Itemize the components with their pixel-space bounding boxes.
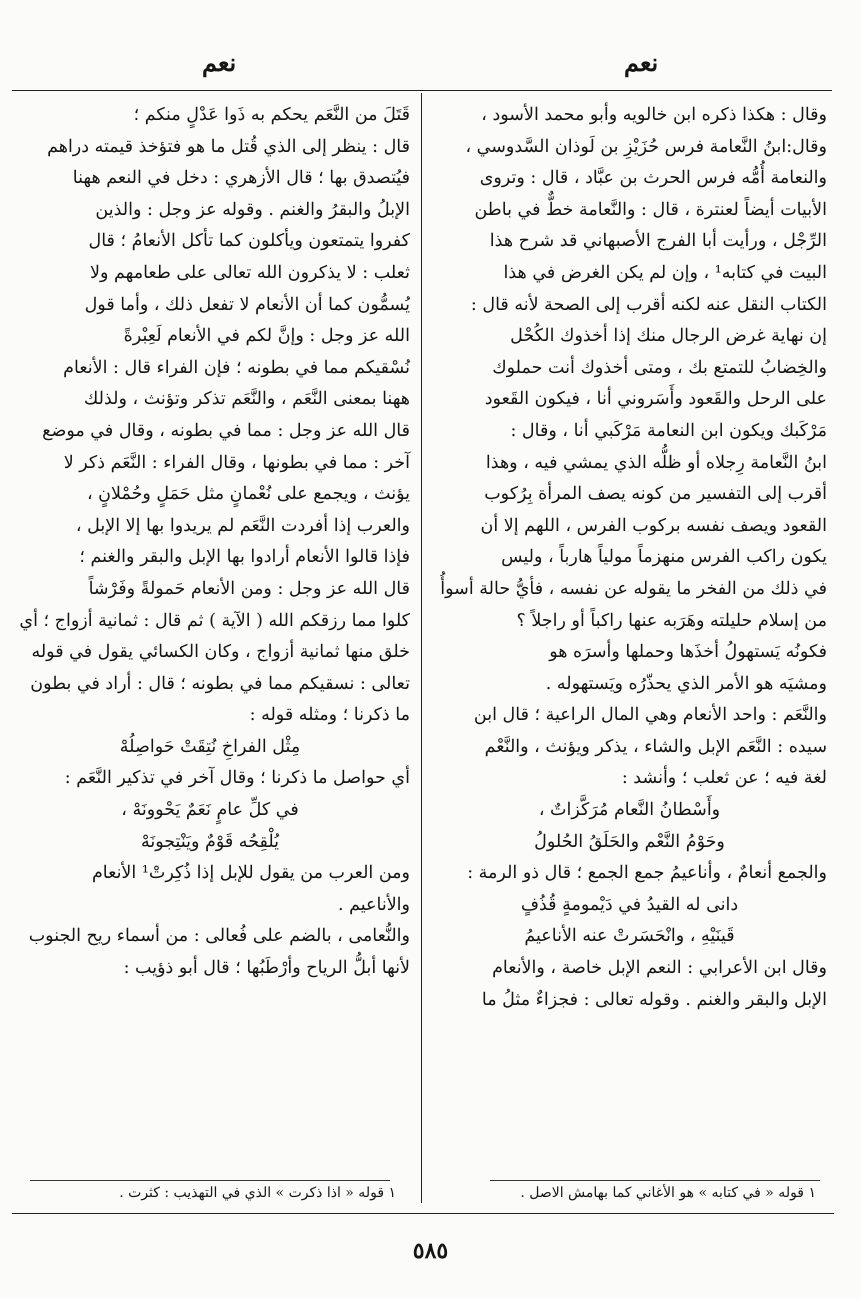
column-divider xyxy=(421,93,422,1203)
text-line: يُسمُّون كما أن الأنعام لا تفعل ذلك ، وأما قول xyxy=(84,294,410,315)
text-line: القعود ويصف نفسه بركوب الفرس ، اللهم إلا أن xyxy=(480,515,827,536)
verse-line: في كلِّ عامٍ نَعَمٌ يَحْوونَهْ ، xyxy=(121,800,299,821)
text-line: والنعامة أُمُّه فرس الحرث بن عبَّاد ، قال : وتروى xyxy=(479,168,827,189)
text-line: كفروا يتمتعون ويأكلون كما تأكل الأنعامُ ؛ قال xyxy=(88,231,410,252)
verse-line: مِثْل الفراخِ نُتِقَتْ حَواصِلُهْ xyxy=(119,736,301,757)
text-line: ما ذكرنا ؛ ومثله قوله : xyxy=(249,705,410,726)
text-line: لغة فيه ؛ عن ثعلب ؛ وأنشد : xyxy=(621,768,827,789)
text-line: ومشيَه هو الأمر الذي يحذّرُه ويَستهوله . xyxy=(545,673,827,694)
text-line: فيُتصدق بها ؛ قال الأزهري : دخل في النعم ههنا xyxy=(72,168,410,189)
verse-line: يُلْقِحُه قَوْمٌ ويَنْتِجونَهْ xyxy=(140,831,280,852)
text-line: وقال ابن الأعرابي : النعم الإبل خاصة ، والأنعام xyxy=(492,958,827,979)
text-line: قال الله عز وجل : مما في بطونه ، وقال في موضع xyxy=(42,420,410,441)
text-line: الكتاب النقل عنه لكنه أقرب إلى الصحة لأنه قال : xyxy=(470,294,827,315)
top-rule xyxy=(12,90,832,91)
footnote-left: ١ قوله « اذا ذكرت » الذي في التهذيب : كثرت . xyxy=(119,1185,396,1201)
verse-line: وحَوْمُ النَّعْم والحَلَقُ الحُلولُ xyxy=(534,831,725,852)
text-line: مَرْكَبك ويكون ابن النعامة مَرْكَبي أنا ، وقال : xyxy=(510,420,827,441)
text-line: سيده : النَّعَم الإبل والشاء ، يذكر ويؤنث ، والنَّعْم xyxy=(484,736,827,757)
text-line: ههنا بمعنى النَّعَم ، والنَّعَم تذكر وتؤنث ، ولذلك xyxy=(83,389,410,410)
text-line: الأبيات أيضاً لعنترة ، قال : والنَّعامة خطٌّ في باطن xyxy=(474,199,827,220)
verse-line: قَينَيْهِ ، وانْحَسَرتْ عنه الأناعيمُ xyxy=(524,926,735,947)
text-line: يكون راكب الفرس منهزماً مولياً هارباً ، وليس xyxy=(501,547,827,568)
text-line: والجمع أنعامٌ ، وأناعيمُ جمع الجمع ؛ قال ذو الرمة : xyxy=(467,863,827,884)
text-line: أقرب إلى التفسير من كونه يصف المرأة بِرُكوب xyxy=(484,484,827,505)
text-line: فكونُه يَستهولُ أخذَها وحملها وأسرَه هو xyxy=(549,642,827,663)
text-line: والخِضابُ للتمتع بك ، ومتى أخذوك أنت حملوك xyxy=(492,357,827,378)
text-line: آخر : مما في بطونها ، وقال الفراء : النَّعَم ذكر لا xyxy=(63,452,410,473)
text-line: تعالى : نسقيكم مما في بطونه ؛ قال : أراد في بطون xyxy=(30,673,410,694)
text-line: الرِّجْل ، ورأيت أبا الفرج الأصبهاني قد شرح هذا xyxy=(489,231,827,252)
text-line: والنُّعامى ، بالضم على فُعالى : من أسماء ريح الجنوب xyxy=(28,926,410,947)
bottom-rule xyxy=(12,1213,834,1214)
text-line: نُسْقيكم مما في بطونه ؛ فإن الفراء قال : الأنعام xyxy=(63,357,410,378)
text-line: ثعلب : لا يذكرون الله تعالى على طعامهم ولا xyxy=(90,262,410,283)
text-line: الإبلُ والبقرُ والغنم . وقوله عز وجل : والذين xyxy=(95,199,410,220)
text-line: في ذلك من الفخر ما يقوله عن نفسه ، فأيُّ حالة أسوأُ xyxy=(440,578,827,599)
verse-line: دانى له القيدُ في دَيْمومةٍ قُذُفٍ xyxy=(520,894,739,915)
text-line: ابنُ النَّعامة رِجلاه أو ظلُّه الذي يمشي فيه ، وهذا xyxy=(485,452,827,473)
text-line: قال الله عز وجل : ومن الأنعام حَمولةً وفَرْشاً xyxy=(88,578,410,599)
text-line: من إسلام حليلته وهَرَبه عنها راكباً أو راجلاً ؟ xyxy=(516,610,827,631)
left-column-header: نعم xyxy=(202,48,237,77)
verse-line: وأَسْطانُ النَّعام مُرَكَّزاتٌ ، xyxy=(538,800,721,821)
text-line: يؤنث ، ويجمع على نُعْمانٍ مثل حَمَلٍ وحُمْلانٍ ، xyxy=(86,484,410,505)
right-column-header: نعم xyxy=(624,48,659,77)
right-column xyxy=(432,100,827,1016)
text-line: خلق منها ثمانية أزواج ، وكان الكسائي يقول في قوله xyxy=(31,642,410,663)
text-line: ومن العرب من يقول للإبل إذا ذُكِرتْ¹ الأنعام xyxy=(91,863,410,884)
left-column xyxy=(10,100,410,985)
text-line: البيت في كتابه¹ ، وإن لم يكن الغرض في هذا xyxy=(503,262,827,283)
footnote-right: ١ قوله « في كتابه » هو الأغاني كما بهامش الاصل . xyxy=(520,1185,816,1201)
page-number: ٥٨٥ xyxy=(412,1238,449,1264)
text-line: فإذا قالوا الأنعام أرادوا بها الإبل والبقر والغنم ؛ xyxy=(79,547,410,568)
text-line: الله عز وجل : وإنَّ لكم في الأنعام لَعِبْرةً xyxy=(123,326,410,347)
text-line: وقال : هكذا ذكره ابن خالويه وأبو محمد الأسود ، xyxy=(481,105,827,125)
text-line: إن نهاية غرض الرجال منك إذا أخذوك الكُحْل xyxy=(510,326,827,347)
text-line: قال : ينظر إلى الذي قُتل ما هو فتؤخذ قيمته دراهم xyxy=(47,136,410,157)
text-line: والعرب إذا أفردت النَّعَم لم يريدوا بها إلا الإبل ، xyxy=(75,515,410,536)
footnote-rule-right xyxy=(490,1180,820,1181)
text-line: كلوا مما رزقكم الله ( الآية ) ثم قال : ثمانية أزواج ؛ أي xyxy=(19,610,410,631)
text-line: أي حواصل ما ذكرنا ؛ وقال آخر في تذكير النَّعَم : xyxy=(64,768,410,789)
text-line: الإبل والبقر والغنم . وقوله تعالى : فجزاءٌ مثلُ ما xyxy=(481,989,827,1010)
text-line: والأناعيم . xyxy=(338,894,410,915)
footnote-rule-left xyxy=(30,1180,390,1181)
text-line: والنَّعَم : واحد الأنعام وهي المال الراعية ؛ قال ابن xyxy=(473,705,827,726)
text-line: لأنها أبلُّ الرياح وأرْطَبُها ؛ قال أبو ذؤيب : xyxy=(123,958,410,979)
text-line: قَتَلَ من النَّعَم يحكم به ذَوا عَدْلٍ منكم ؛ xyxy=(133,105,410,125)
text-line: وقال:ابنُ النَّعامة فرس حُزَيْزِ بن لَوذان السَّدوسي ، xyxy=(465,136,827,157)
text-line: على الرحل والقَعود وأَسَروني أنا ، فيكون القَعود xyxy=(484,389,827,410)
